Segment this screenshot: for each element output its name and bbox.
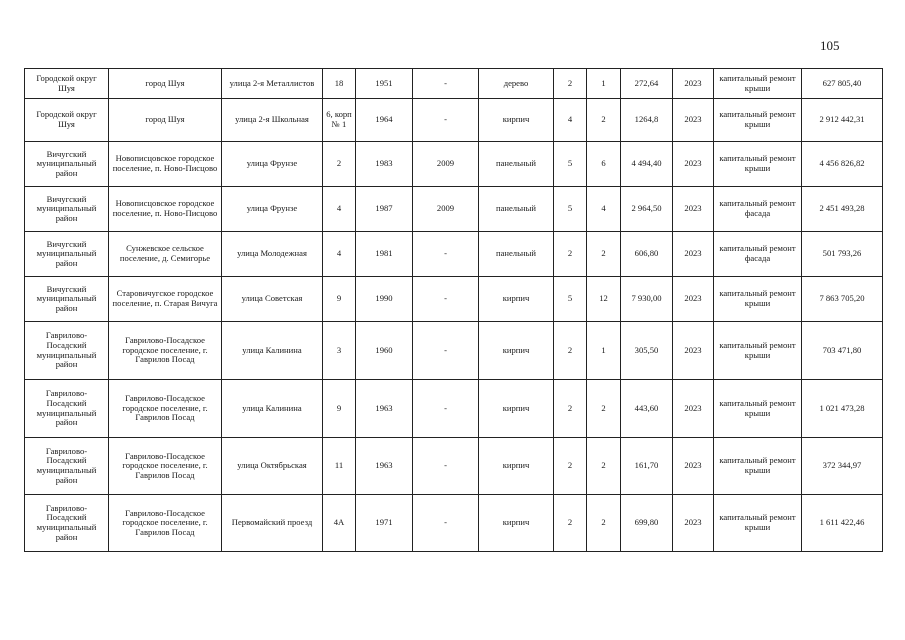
cell-district: Вичугский муниципальный район	[25, 187, 109, 232]
cell-street: улица Советская	[222, 277, 323, 322]
cell-entrances: 2	[587, 380, 621, 438]
table-row	[25, 438, 883, 495]
cell-cost: 7 863 705,20	[802, 277, 883, 322]
cell-street: улица 2-я Школьная	[222, 99, 323, 142]
cell-district: Городской округ Шуя	[25, 69, 109, 99]
cell-plan-year: 2023	[673, 232, 714, 277]
cell-floors: 2	[554, 69, 587, 99]
cell-street: улица Молодежная	[222, 232, 323, 277]
cell-work: капитальный ремонт крыши	[714, 380, 802, 438]
cell-house: 2	[323, 142, 356, 187]
cell-year-built: 1963	[356, 380, 413, 438]
cell-entrances: 6	[587, 142, 621, 187]
cell-year-built: 1964	[356, 99, 413, 142]
cell-year-built: 1981	[356, 232, 413, 277]
cell-house: 6, корп № 1	[323, 99, 356, 142]
cell-cost: 2 451 493,28	[802, 187, 883, 232]
table-row	[25, 142, 883, 187]
cell-area: 272,64	[621, 69, 673, 99]
cell-district: Вичугский муниципальный район	[25, 142, 109, 187]
cell-plan-year: 2023	[673, 322, 714, 380]
cell-district: Гаврилово-Посадский муниципальный район	[25, 322, 109, 380]
cell-year-repair: -	[413, 277, 479, 322]
cell-year-built: 1971	[356, 495, 413, 552]
cell-floors: 2	[554, 322, 587, 380]
cell-floors: 4	[554, 99, 587, 142]
cell-settlement: город Шуя	[109, 99, 222, 142]
cell-district: Вичугский муниципальный район	[25, 232, 109, 277]
cell-year-repair: -	[413, 438, 479, 495]
cell-work: капитальный ремонт крыши	[714, 69, 802, 99]
cell-street: Первомайский проезд	[222, 495, 323, 552]
cell-settlement: Гаврилово-Посадское городское поселение, г. Гаврилов Посад	[109, 438, 222, 495]
cell-walls: кирпич	[479, 495, 554, 552]
cell-year-built: 1990	[356, 277, 413, 322]
cell-walls: кирпич	[479, 277, 554, 322]
cell-district: Гаврилово-Посадский муниципальный район	[25, 438, 109, 495]
housing-repair-table	[24, 68, 883, 552]
cell-floors: 5	[554, 277, 587, 322]
cell-walls: кирпич	[479, 99, 554, 142]
cell-area: 161,70	[621, 438, 673, 495]
cell-floors: 2	[554, 380, 587, 438]
table-row	[25, 277, 883, 322]
cell-area: 699,80	[621, 495, 673, 552]
cell-year-repair: -	[413, 322, 479, 380]
cell-cost: 703 471,80	[802, 322, 883, 380]
cell-plan-year: 2023	[673, 380, 714, 438]
cell-entrances: 2	[587, 495, 621, 552]
cell-house: 11	[323, 438, 356, 495]
cell-plan-year: 2023	[673, 495, 714, 552]
cell-plan-year: 2023	[673, 142, 714, 187]
cell-entrances: 12	[587, 277, 621, 322]
cell-walls: панельный	[479, 142, 554, 187]
cell-district: Городской округ Шуя	[25, 99, 109, 142]
cell-street: улица Фрунзе	[222, 187, 323, 232]
cell-work: капитальный ремонт крыши	[714, 277, 802, 322]
cell-house: 9	[323, 380, 356, 438]
cell-settlement: город Шуя	[109, 69, 222, 99]
table-row	[25, 187, 883, 232]
cell-street: улица Фрунзе	[222, 142, 323, 187]
cell-year-repair: 2009	[413, 187, 479, 232]
cell-year-built: 1963	[356, 438, 413, 495]
table-row	[25, 322, 883, 380]
cell-floors: 2	[554, 438, 587, 495]
cell-floors: 5	[554, 187, 587, 232]
cell-settlement: Старовичугское городское поселение, п. Старая Вичуга	[109, 277, 222, 322]
cell-plan-year: 2023	[673, 438, 714, 495]
cell-work: капитальный ремонт крыши	[714, 438, 802, 495]
cell-street: улица 2-я Металлистов	[222, 69, 323, 99]
cell-cost: 4 456 826,82	[802, 142, 883, 187]
cell-cost: 2 912 442,31	[802, 99, 883, 142]
table-row	[25, 232, 883, 277]
cell-year-built: 1983	[356, 142, 413, 187]
cell-settlement: Гаврилово-Посадское городское поселение, г. Гаврилов Посад	[109, 322, 222, 380]
table-row	[25, 380, 883, 438]
cell-house: 3	[323, 322, 356, 380]
cell-settlement: Новописцовское городское поселение, п. Ново-Писцово	[109, 142, 222, 187]
cell-walls: кирпич	[479, 380, 554, 438]
cell-area: 7 930,00	[621, 277, 673, 322]
table-row	[25, 495, 883, 552]
cell-district: Гаврилово-Посадский муниципальный район	[25, 380, 109, 438]
cell-work: капитальный ремонт крыши	[714, 142, 802, 187]
cell-area: 443,60	[621, 380, 673, 438]
cell-work: капитальный ремонт фасада	[714, 187, 802, 232]
cell-area: 2 964,50	[621, 187, 673, 232]
table-row	[25, 69, 883, 99]
cell-house: 9	[323, 277, 356, 322]
cell-plan-year: 2023	[673, 69, 714, 99]
cell-floors: 5	[554, 142, 587, 187]
cell-plan-year: 2023	[673, 187, 714, 232]
cell-house: 4	[323, 232, 356, 277]
cell-walls: кирпич	[479, 438, 554, 495]
cell-walls: панельный	[479, 232, 554, 277]
cell-entrances: 2	[587, 99, 621, 142]
cell-year-repair: 2009	[413, 142, 479, 187]
cell-year-built: 1987	[356, 187, 413, 232]
cell-street: улица Калинина	[222, 380, 323, 438]
cell-cost: 627 805,40	[802, 69, 883, 99]
cell-house: 4	[323, 187, 356, 232]
cell-district: Вичугский муниципальный район	[25, 277, 109, 322]
cell-entrances: 4	[587, 187, 621, 232]
cell-cost: 501 793,26	[802, 232, 883, 277]
cell-house: 18	[323, 69, 356, 99]
cell-year-built: 1951	[356, 69, 413, 99]
cell-year-built: 1960	[356, 322, 413, 380]
cell-walls: дерево	[479, 69, 554, 99]
cell-floors: 2	[554, 495, 587, 552]
cell-year-repair: -	[413, 69, 479, 99]
cell-cost: 1 021 473,28	[802, 380, 883, 438]
cell-settlement: Гаврилово-Посадское городское поселение, г. Гаврилов Посад	[109, 380, 222, 438]
cell-entrances: 2	[587, 232, 621, 277]
cell-year-repair: -	[413, 99, 479, 142]
cell-walls: панельный	[479, 187, 554, 232]
cell-year-repair: -	[413, 232, 479, 277]
cell-area: 606,80	[621, 232, 673, 277]
cell-cost: 372 344,97	[802, 438, 883, 495]
cell-settlement: Новописцовское городское поселение, п. Ново-Писцово	[109, 187, 222, 232]
cell-house: 4А	[323, 495, 356, 552]
cell-work: капитальный ремонт крыши	[714, 322, 802, 380]
cell-street: улица Калинина	[222, 322, 323, 380]
cell-street: улица Октябрьская	[222, 438, 323, 495]
page-number: 105	[820, 38, 840, 53]
cell-work: капитальный ремонт крыши	[714, 99, 802, 142]
cell-year-repair: -	[413, 380, 479, 438]
cell-area: 4 494,40	[621, 142, 673, 187]
table-row	[25, 99, 883, 142]
cell-district: Гаврилово-Посадский муниципальный район	[25, 495, 109, 552]
cell-entrances: 1	[587, 69, 621, 99]
cell-cost: 1 611 422,46	[802, 495, 883, 552]
cell-settlement: Гаврилово-Посадское городское поселение, г. Гаврилов Посад	[109, 495, 222, 552]
cell-plan-year: 2023	[673, 277, 714, 322]
cell-floors: 2	[554, 232, 587, 277]
cell-year-repair: -	[413, 495, 479, 552]
cell-walls: кирпич	[479, 322, 554, 380]
cell-work: капитальный ремонт крыши	[714, 495, 802, 552]
cell-plan-year: 2023	[673, 99, 714, 142]
cell-settlement: Сунжевское сельское поселение, д. Семигорье	[109, 232, 222, 277]
cell-area: 1264,8	[621, 99, 673, 142]
cell-entrances: 1	[587, 322, 621, 380]
cell-area: 305,50	[621, 322, 673, 380]
cell-entrances: 2	[587, 438, 621, 495]
cell-work: капитальный ремонт фасада	[714, 232, 802, 277]
